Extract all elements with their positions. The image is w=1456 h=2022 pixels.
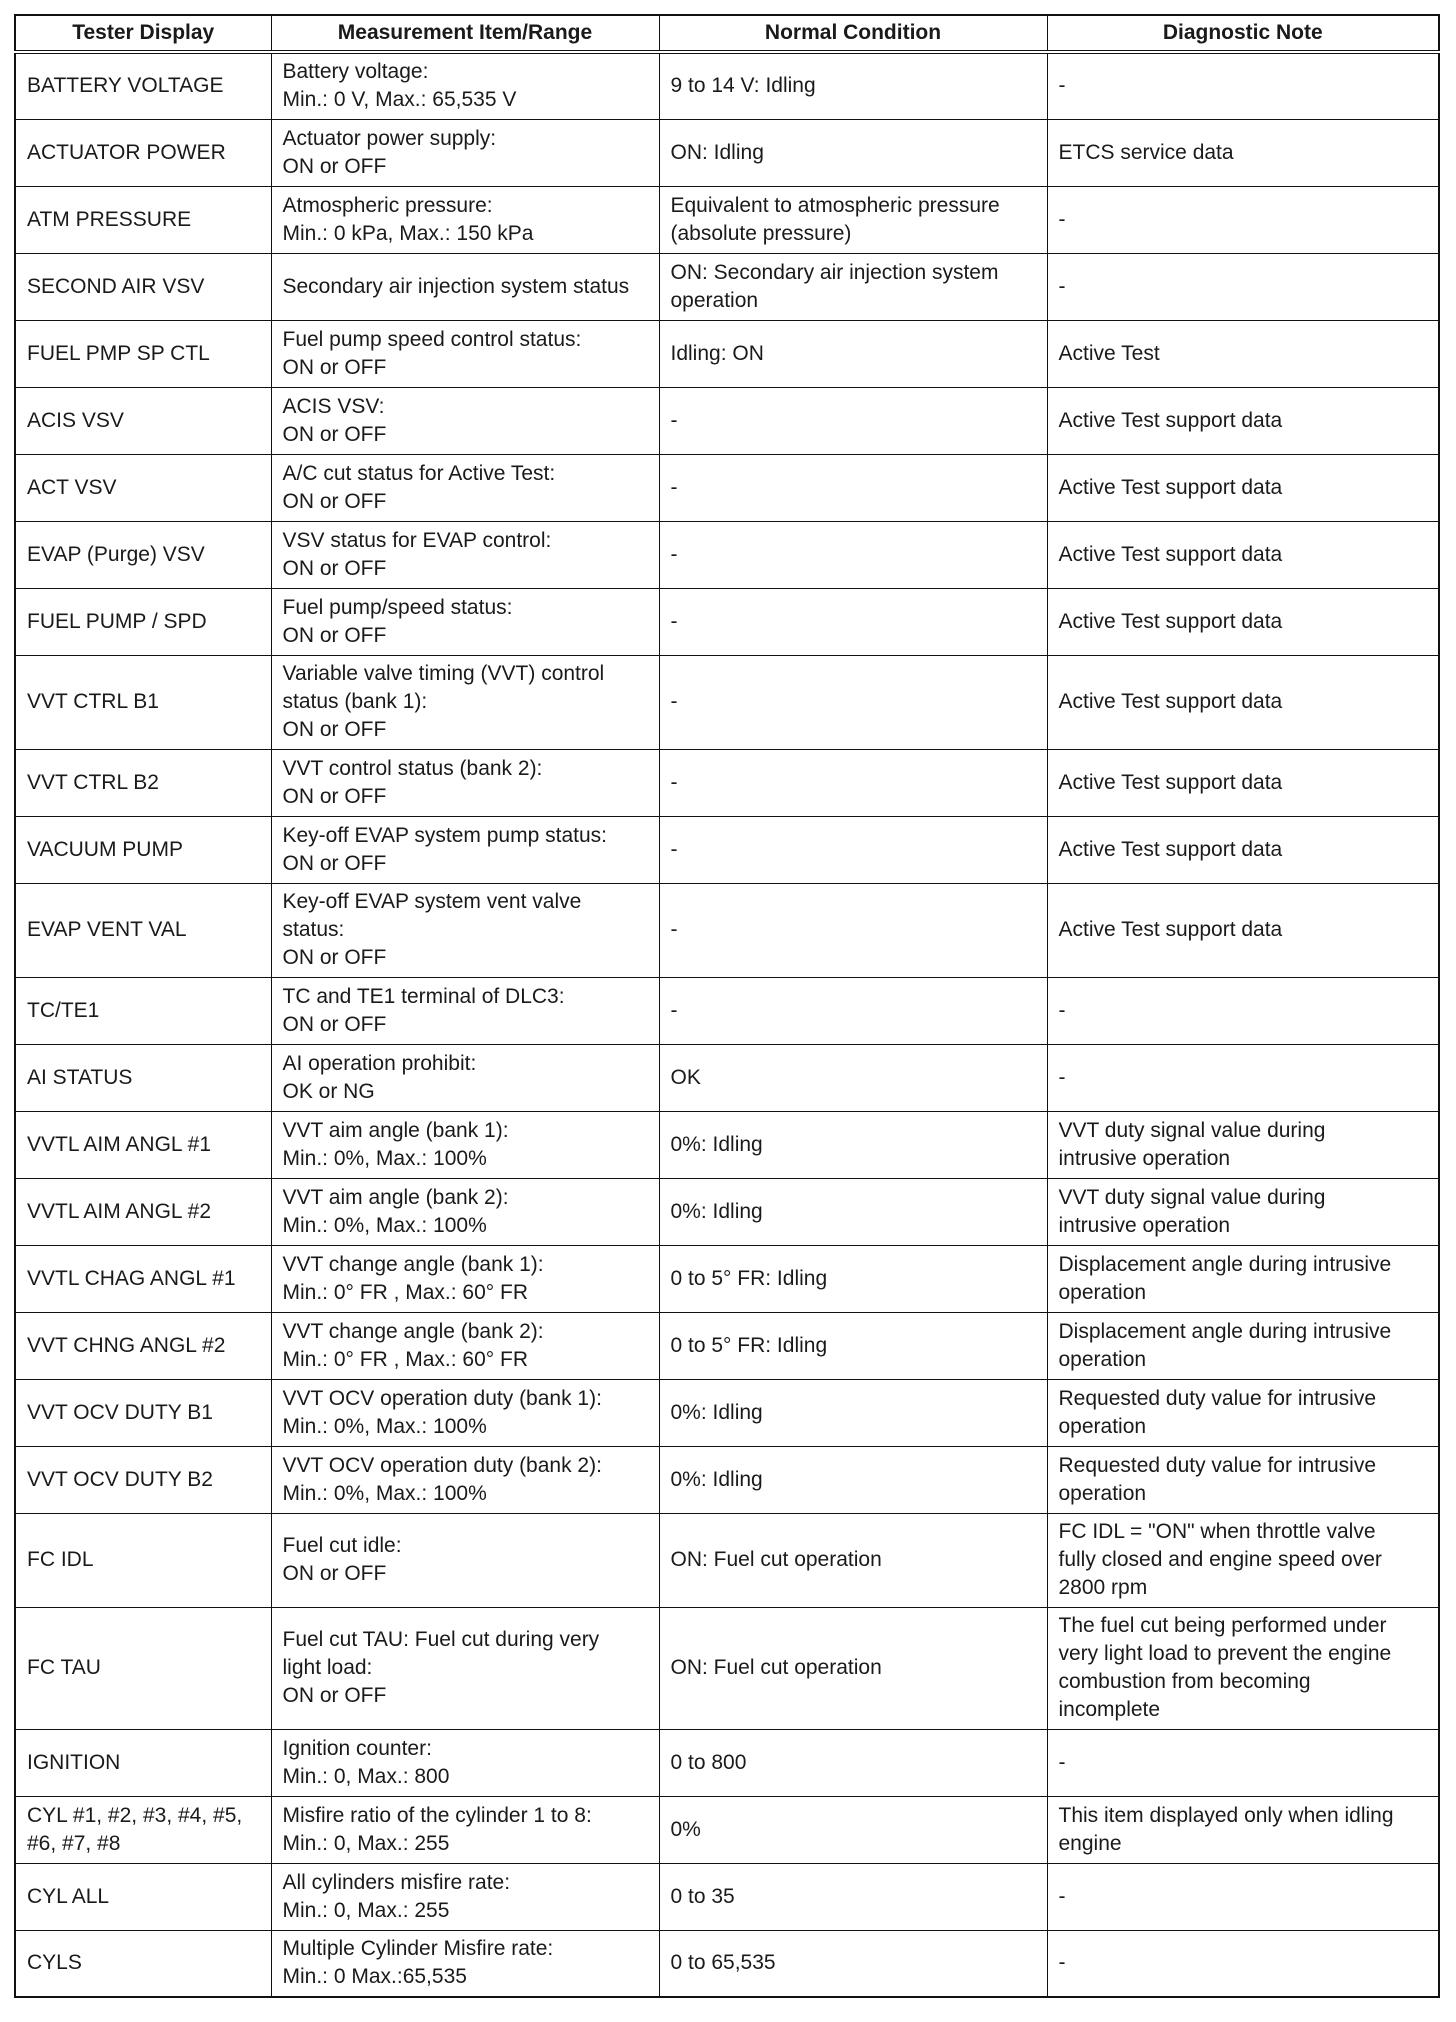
cell-diagnostic-note: - [1047,1863,1439,1930]
cell-measurement-item: VVT OCV operation duty (bank 1): Min.: 0%, Max.: 100% [271,1379,659,1446]
table-header [15,15,1439,52]
cell-measurement-item: Secondary air injection system status [271,253,659,320]
cell-diagnostic-note: - [1047,1930,1439,1997]
cell-normal-condition: ON: Secondary air injection system operation [659,253,1047,320]
cell-normal-condition: OK [659,1044,1047,1111]
table-row [15,387,1439,454]
table-row [15,1607,1439,1729]
cell-measurement-item: Fuel cut TAU: Fuel cut during very light load: ON or OFF [271,1607,659,1729]
cell-normal-condition: 0 to 65,535 [659,1930,1047,1997]
cell-tester-display: VVTL CHAG ANGL #1 [15,1245,271,1312]
cell-measurement-item: VVT aim angle (bank 2): Min.: 0%, Max.: 100% [271,1178,659,1245]
cell-normal-condition: - [659,883,1047,977]
table-row [15,1044,1439,1111]
table-row [15,1513,1439,1607]
cell-measurement-item: Atmospheric pressure: Min.: 0 kPa, Max.: 150 kPa [271,186,659,253]
table-row [15,588,1439,655]
data-list-table [14,14,1440,1998]
cell-normal-condition: - [659,387,1047,454]
cell-measurement-item: Key-off EVAP system pump status: ON or OFF [271,816,659,883]
cell-normal-condition: 0% [659,1796,1047,1863]
cell-tester-display: CYL #1, #2, #3, #4, #5, #6, #7, #8 [15,1796,271,1863]
cell-diagnostic-note: FC IDL = "ON" when throttle valve fully closed and engine speed over 2800 rpm [1047,1513,1439,1607]
header-row [15,15,1439,52]
cell-measurement-item: Multiple Cylinder Misfire rate: Min.: 0 Max.:65,535 [271,1930,659,1997]
table-row [15,883,1439,977]
cell-tester-display: VVT CHNG ANGL #2 [15,1312,271,1379]
cell-diagnostic-note: Active Test [1047,320,1439,387]
table-row [15,977,1439,1044]
header-normal-condition: Normal Condition [659,15,1047,52]
table-row [15,253,1439,320]
cell-measurement-item: AI operation prohibit: OK or NG [271,1044,659,1111]
table-row [15,1863,1439,1930]
table-row [15,1930,1439,1997]
cell-tester-display: FC TAU [15,1607,271,1729]
cell-diagnostic-note: - [1047,977,1439,1044]
header-measurement-item: Measurement Item/Range [271,15,659,52]
cell-diagnostic-note: - [1047,1729,1439,1796]
table-row [15,1178,1439,1245]
cell-normal-condition: 0%: Idling [659,1178,1047,1245]
cell-tester-display: VVT CTRL B2 [15,749,271,816]
cell-diagnostic-note: ETCS service data [1047,119,1439,186]
cell-normal-condition: - [659,749,1047,816]
cell-diagnostic-note: Requested duty value for intrusive operation [1047,1446,1439,1513]
cell-diagnostic-note: VVT duty signal value during intrusive operation [1047,1178,1439,1245]
cell-normal-condition: Idling: ON [659,320,1047,387]
table-row [15,119,1439,186]
table-body [15,52,1439,1997]
cell-tester-display: CYLS [15,1930,271,1997]
table-row [15,320,1439,387]
cell-diagnostic-note: Displacement angle during intrusive operation [1047,1312,1439,1379]
cell-tester-display: EVAP VENT VAL [15,883,271,977]
cell-measurement-item: Fuel pump speed control status: ON or OFF [271,320,659,387]
cell-tester-display: VVTL AIM ANGL #2 [15,1178,271,1245]
cell-measurement-item: All cylinders misfire rate: Min.: 0, Max.: 255 [271,1863,659,1930]
cell-normal-condition: Equivalent to atmospheric pressure (absolute pressure) [659,186,1047,253]
cell-tester-display: VVTL AIM ANGL #1 [15,1111,271,1178]
cell-diagnostic-note: Active Test support data [1047,454,1439,521]
cell-normal-condition: 0 to 5° FR: Idling [659,1312,1047,1379]
cell-diagnostic-note: - [1047,1044,1439,1111]
table-row [15,1446,1439,1513]
cell-measurement-item: Variable valve timing (VVT) control status (bank 1): ON or OFF [271,655,659,749]
cell-diagnostic-note: Active Test support data [1047,655,1439,749]
table-row [15,1729,1439,1796]
cell-diagnostic-note: Requested duty value for intrusive operation [1047,1379,1439,1446]
cell-tester-display: EVAP (Purge) VSV [15,521,271,588]
cell-measurement-item: Battery voltage: Min.: 0 V, Max.: 65,535 V [271,52,659,119]
cell-diagnostic-note: Active Test support data [1047,749,1439,816]
cell-normal-condition: 0 to 5° FR: Idling [659,1245,1047,1312]
cell-measurement-item: Actuator power supply: ON or OFF [271,119,659,186]
cell-normal-condition: - [659,816,1047,883]
cell-diagnostic-note: Active Test support data [1047,883,1439,977]
cell-tester-display: VVT OCV DUTY B1 [15,1379,271,1446]
cell-measurement-item: VVT control status (bank 2): ON or OFF [271,749,659,816]
cell-diagnostic-note: Active Test support data [1047,387,1439,454]
cell-normal-condition: ON: Idling [659,119,1047,186]
cell-normal-condition: 0%: Idling [659,1111,1047,1178]
cell-normal-condition: - [659,977,1047,1044]
cell-diagnostic-note: VVT duty signal value during intrusive operation [1047,1111,1439,1178]
cell-normal-condition: - [659,454,1047,521]
cell-diagnostic-note: Active Test support data [1047,816,1439,883]
table-row [15,1111,1439,1178]
header-tester-display: Tester Display [15,15,271,52]
cell-tester-display: FUEL PMP SP CTL [15,320,271,387]
cell-diagnostic-note: Active Test support data [1047,588,1439,655]
cell-measurement-item: Ignition counter: Min.: 0, Max.: 800 [271,1729,659,1796]
table-row [15,186,1439,253]
cell-measurement-item: A/C cut status for Active Test: ON or OFF [271,454,659,521]
table-row [15,749,1439,816]
cell-tester-display: ACIS VSV [15,387,271,454]
table-row [15,816,1439,883]
cell-normal-condition: 0%: Idling [659,1446,1047,1513]
cell-diagnostic-note: This item displayed only when idling engine [1047,1796,1439,1863]
cell-diagnostic-note: Displacement angle during intrusive operation [1047,1245,1439,1312]
cell-tester-display: VVT OCV DUTY B2 [15,1446,271,1513]
cell-tester-display: BATTERY VOLTAGE [15,52,271,119]
cell-diagnostic-note: - [1047,253,1439,320]
cell-diagnostic-note: - [1047,186,1439,253]
header-diagnostic-note: Diagnostic Note [1047,15,1439,52]
cell-tester-display: ACT VSV [15,454,271,521]
cell-measurement-item: VVT OCV operation duty (bank 2): Min.: 0%, Max.: 100% [271,1446,659,1513]
table-row [15,1796,1439,1863]
cell-tester-display: SECOND AIR VSV [15,253,271,320]
cell-measurement-item: VVT change angle (bank 2): Min.: 0° FR , Max.: 60° FR [271,1312,659,1379]
cell-diagnostic-note: - [1047,52,1439,119]
table-row [15,454,1439,521]
table-row [15,521,1439,588]
cell-measurement-item: VVT change angle (bank 1): Min.: 0° FR , Max.: 60° FR [271,1245,659,1312]
cell-diagnostic-note: Active Test support data [1047,521,1439,588]
cell-tester-display: FUEL PUMP / SPD [15,588,271,655]
cell-tester-display: AI STATUS [15,1044,271,1111]
table-row [15,655,1439,749]
cell-measurement-item: Fuel pump/speed status: ON or OFF [271,588,659,655]
cell-normal-condition: 9 to 14 V: Idling [659,52,1047,119]
cell-measurement-item: Key-off EVAP system vent valve status: ON or OFF [271,883,659,977]
cell-measurement-item: Misfire ratio of the cylinder 1 to 8: Min.: 0, Max.: 255 [271,1796,659,1863]
cell-normal-condition: - [659,588,1047,655]
cell-tester-display: ACTUATOR POWER [15,119,271,186]
cell-normal-condition: - [659,521,1047,588]
cell-tester-display: CYL ALL [15,1863,271,1930]
cell-normal-condition: 0 to 800 [659,1729,1047,1796]
cell-normal-condition: 0%: Idling [659,1379,1047,1446]
table-row [15,1312,1439,1379]
cell-tester-display: VVT CTRL B1 [15,655,271,749]
cell-tester-display: VACUUM PUMP [15,816,271,883]
table-row [15,52,1439,119]
table-row [15,1245,1439,1312]
cell-measurement-item: TC and TE1 terminal of DLC3: ON or OFF [271,977,659,1044]
cell-measurement-item: Fuel cut idle: ON or OFF [271,1513,659,1607]
cell-tester-display: ATM PRESSURE [15,186,271,253]
cell-tester-display: FC IDL [15,1513,271,1607]
cell-normal-condition: ON: Fuel cut operation [659,1513,1047,1607]
cell-measurement-item: VVT aim angle (bank 1): Min.: 0%, Max.: 100% [271,1111,659,1178]
cell-diagnostic-note: The fuel cut being performed under very light load to prevent the engine combustion from becoming incomplete [1047,1607,1439,1729]
cell-tester-display: IGNITION [15,1729,271,1796]
cell-measurement-item: VSV status for EVAP control: ON or OFF [271,521,659,588]
cell-normal-condition: 0 to 35 [659,1863,1047,1930]
cell-tester-display: TC/TE1 [15,977,271,1044]
cell-normal-condition: ON: Fuel cut operation [659,1607,1047,1729]
cell-normal-condition: - [659,655,1047,749]
table-row [15,1379,1439,1446]
cell-measurement-item: ACIS VSV: ON or OFF [271,387,659,454]
